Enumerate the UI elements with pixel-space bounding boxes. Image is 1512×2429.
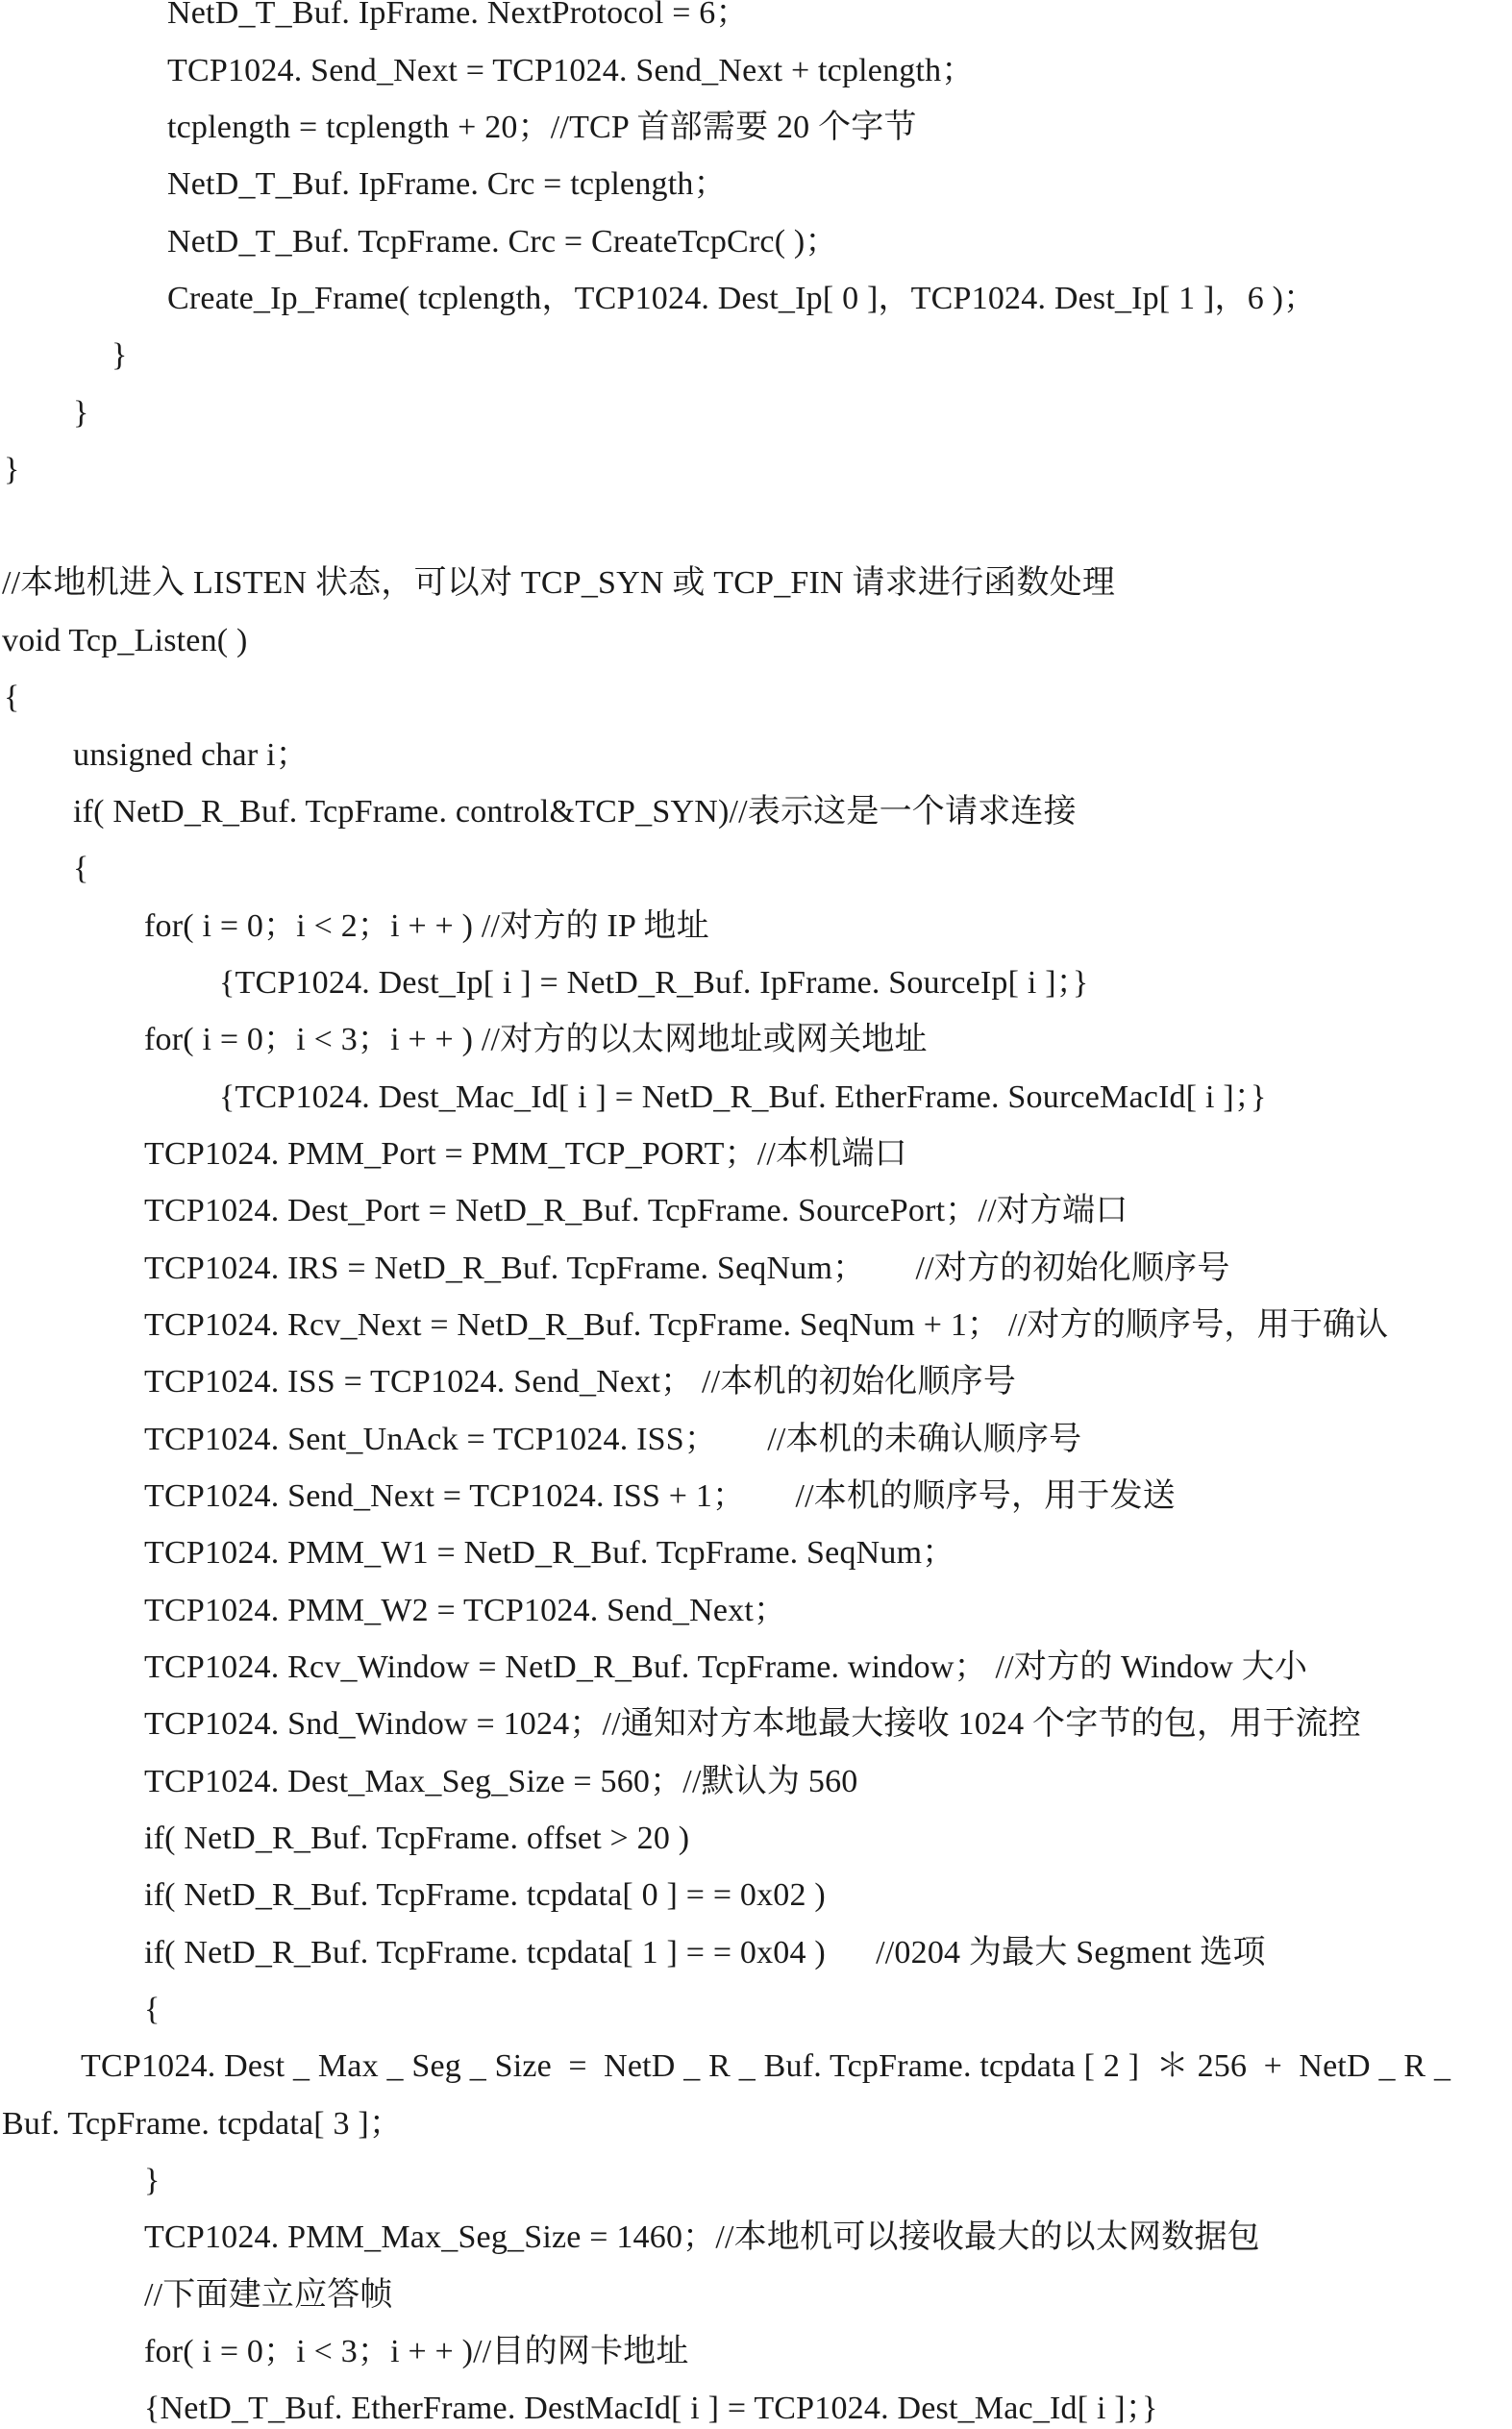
comment-line: //本地机进入 LISTEN 状态，可以对 TCP_SYN 或 TCP_FIN 请求进行函数处理 bbox=[2, 565, 1116, 601]
closing-brace: } bbox=[112, 337, 128, 373]
function-signature: void Tcp_Listen( ) bbox=[2, 623, 248, 658]
code-line: NetD_T_Buf. TcpFrame. Crc = CreateTcpCrc( )； bbox=[167, 224, 838, 260]
closing-brace: } bbox=[73, 395, 89, 431]
code-line: TCP1024. ISS = TCP1024. Send_Next； //本机的初始化顺序号 bbox=[144, 1364, 1017, 1400]
code-line: TCP1024. Rcv_Next = NetD_R_Buf. TcpFrame. SeqNum + 1； //对方的顺序号，用于确认 bbox=[144, 1307, 1389, 1343]
code-line: tcplength = tcplength + 20；//TCP 首部需要 20 个字节 bbox=[167, 110, 917, 145]
code-line: TCP1024. PMM_W1 = NetD_R_Buf. TcpFrame. SeqNum； bbox=[144, 1535, 955, 1571]
code-line: TCP1024. Dest_Port = NetD_R_Buf. TcpFrame. SourcePort；//对方端口 bbox=[144, 1193, 1128, 1228]
code-line: for( i = 0；i < 2；i + + ) //对方的 IP 地址 bbox=[144, 908, 709, 944]
code-line: TCP1024. PMM_Port = PMM_TCP_PORT；//本机端口 bbox=[144, 1136, 907, 1172]
code-line: unsigned char i； bbox=[73, 737, 309, 773]
opening-brace: { bbox=[4, 680, 20, 715]
code-line: NetD_T_Buf. IpFrame. NextProtocol = 6； bbox=[167, 0, 749, 31]
code-line: NetD_T_Buf. IpFrame. Crc = tcplength； bbox=[167, 166, 727, 202]
opening-brace: { bbox=[144, 1992, 161, 2027]
code-line: if( NetD_R_Buf. TcpFrame. control&TCP_SYN)//表示这是一个请求连接 bbox=[73, 794, 1077, 830]
code-line: TCP1024. Dest _ Max _ Seg _ Size = NetD _ R _ Buf. TcpFrame. tcpdata [ 2 ] ＊ 256 + NetD _ R _ bbox=[81, 2048, 1451, 2084]
closing-brace: } bbox=[144, 2163, 161, 2198]
code-line: if( NetD_R_Buf. TcpFrame. offset > 20 ) bbox=[144, 1821, 690, 1856]
code-line: {TCP1024. Dest_Ip[ i ] = NetD_R_Buf. IpFrame. SourceIp[ i ]；} bbox=[219, 965, 1089, 1001]
code-line: TCP1024. Snd_Window = 1024；//通知对方本地最大接收 1024 个字节的包，用于流控 bbox=[144, 1706, 1362, 1742]
code-line: {NetD_T_Buf. EtherFrame. DestMacId[ i ] = TCP1024. Dest_Mac_Id[ i ]；} bbox=[144, 2391, 1158, 2426]
code-line: TCP1024. PMM_Max_Seg_Size = 1460；//本地机可以接收最大的以太网数据包 bbox=[144, 2219, 1260, 2255]
code-line: Buf. TcpFrame. tcpdata[ 3 ]； bbox=[2, 2106, 403, 2142]
code-line: TCP1024. IRS = NetD_R_Buf. TcpFrame. SeqNum； //对方的初始化顺序号 bbox=[144, 1251, 1230, 1286]
code-line: {TCP1024. Dest_Mac_Id[ i ] = NetD_R_Buf. EtherFrame. SourceMacId[ i ]；} bbox=[219, 1079, 1267, 1115]
code-line: TCP1024. Dest_Max_Seg_Size = 560；//默认为 560 bbox=[144, 1764, 858, 1799]
closing-brace: } bbox=[4, 452, 20, 487]
code-line: for( i = 0；i < 3；i + + ) //对方的以太网地址或网关地址 bbox=[144, 1022, 928, 1057]
code-line: if( NetD_R_Buf. TcpFrame. tcpdata[ 0 ] = = 0x02 ) bbox=[144, 1877, 826, 1913]
code-line: if( NetD_R_Buf. TcpFrame. tcpdata[ 1 ] = = 0x04 ) //0204 为最大 Segment 选项 bbox=[144, 1935, 1266, 1970]
code-line: TCP1024. Sent_UnAck = TCP1024. ISS； //本机的未确认顺序号 bbox=[144, 1422, 1082, 1457]
code-line: TCP1024. Send_Next = TCP1024. Send_Next + tcplength； bbox=[167, 53, 975, 88]
code-line: for( i = 0；i < 3；i + + )//目的网卡地址 bbox=[144, 2334, 689, 2369]
code-line: TCP1024. Send_Next = TCP1024. ISS + 1； //本机的顺序号，用于发送 bbox=[144, 1478, 1176, 1514]
comment-line: //下面建立应答帧 bbox=[144, 2277, 393, 2313]
code-line: Create_Ip_Frame( tcplength，TCP1024. Dest_Ip[ 0 ]，TCP1024. Dest_Ip[ 1 ]，6 )； bbox=[167, 281, 1317, 316]
code-line: TCP1024. Rcv_Window = NetD_R_Buf. TcpFrame. window； //对方的 Window 大小 bbox=[144, 1649, 1308, 1685]
code-line: TCP1024. PMM_W2 = TCP1024. Send_Next； bbox=[144, 1593, 787, 1628]
opening-brace: { bbox=[73, 851, 89, 886]
